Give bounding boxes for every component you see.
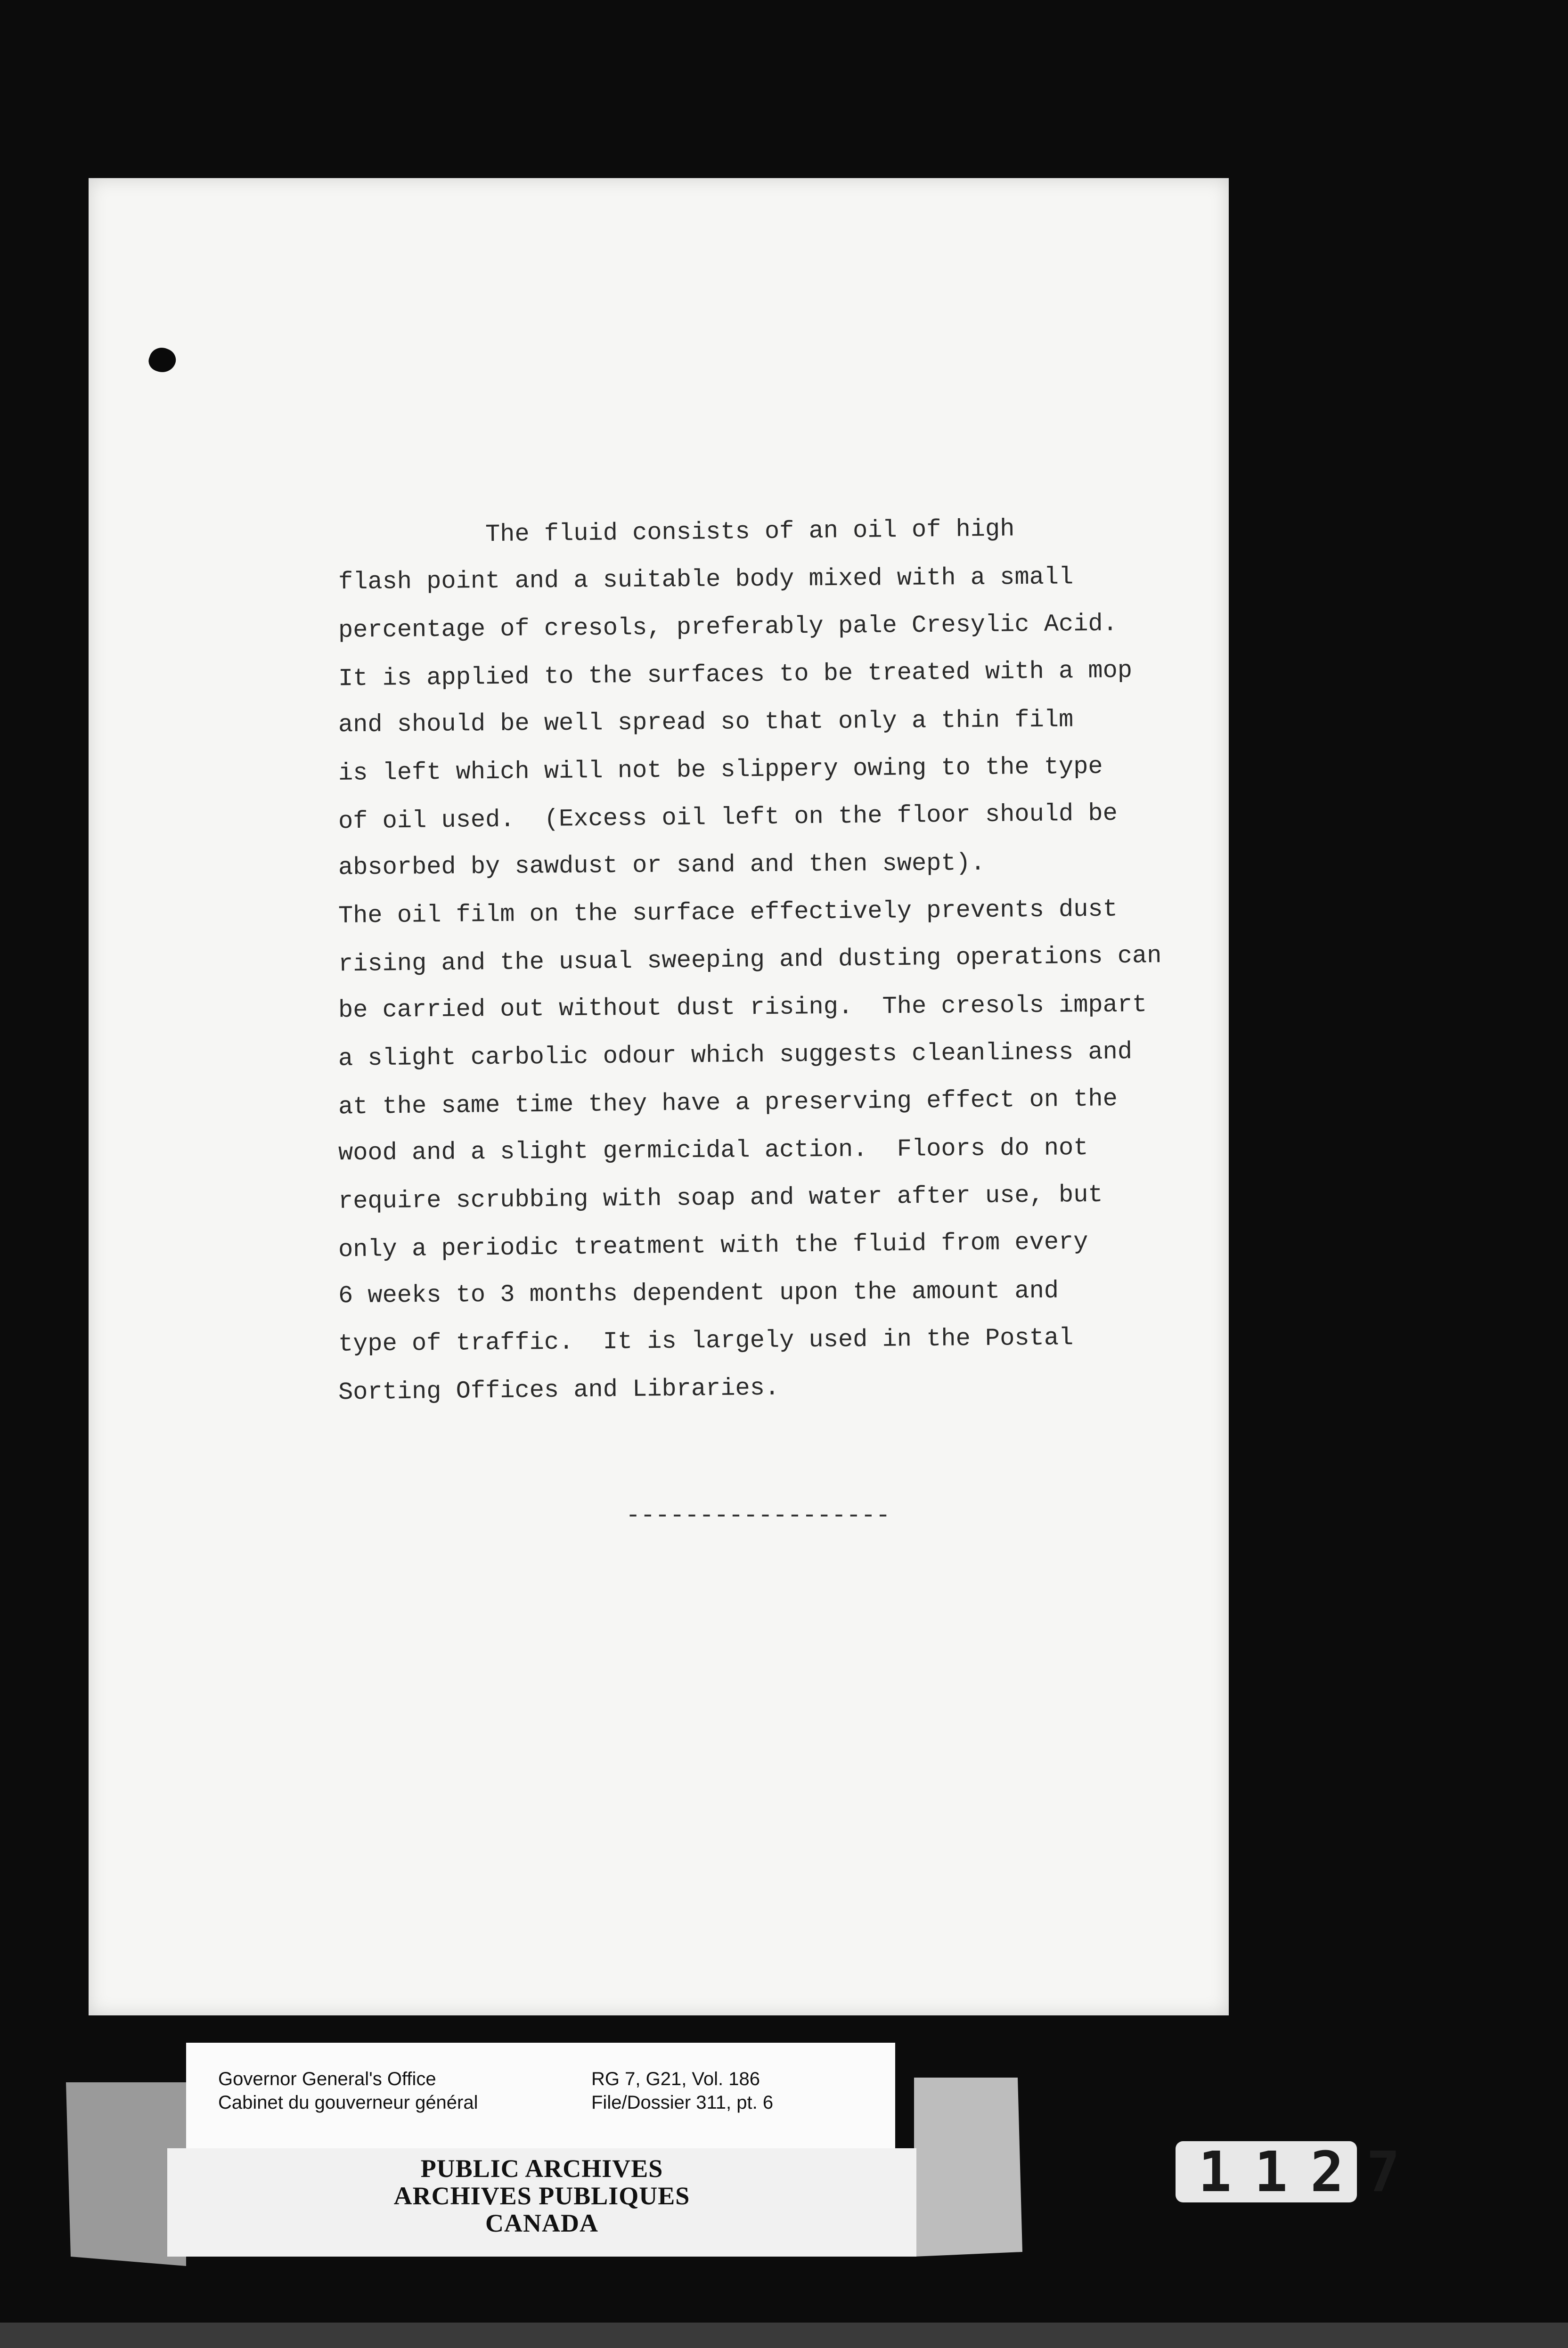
reference-block	[591, 2067, 773, 2114]
body-line: percentage of cresols, preferably pale Cresylic Acid.	[338, 610, 1118, 644]
body-line: The oil film on the surface effectively prevents dust	[338, 895, 1118, 930]
end-rule: ------------------	[626, 1502, 890, 1530]
frame-number: 1127	[1176, 2141, 1357, 2202]
office-block	[218, 2067, 478, 2114]
stamp-line-1: PUBLIC ARCHIVES	[420, 2154, 663, 2183]
office-english: Governor General's Office	[218, 2069, 436, 2089]
body-line: only a periodic treatment with the fluid from every	[338, 1228, 1088, 1264]
archive-reference-label	[186, 2043, 895, 2159]
body-line: is left which will not be slippery owing to the type	[338, 752, 1103, 787]
document-body	[338, 508, 1186, 1412]
stamp-line-3: CANADA	[485, 2209, 598, 2237]
body-line: flash point and a suitable body mixed with a small	[338, 563, 1074, 596]
body-line: be carried out without dust rising. The cresols impart	[338, 991, 1147, 1025]
body-line: Sorting Offices and Libraries.	[338, 1374, 780, 1407]
body-line: require scrubbing with soap and water after use, but	[338, 1181, 1103, 1215]
body-line: rising and the usual sweeping and dusting operations can	[338, 942, 1162, 978]
file-number: File/Dossier 311, pt. 6	[591, 2092, 774, 2113]
document-page	[89, 178, 1229, 2015]
punch-hole	[146, 344, 179, 376]
body-line: at the same time they have a preserving effect on the	[338, 1085, 1118, 1121]
body-line: type of traffic. It is largely used in the Postal	[338, 1324, 1074, 1358]
body-line: a slight carbolic odour which suggests cleanliness and	[338, 1038, 1133, 1073]
record-group: RG 7, G21, Vol. 186	[591, 2069, 760, 2089]
stamp-line-2: ARCHIVES PUBLIQUES	[393, 2182, 690, 2210]
archives-stamp	[167, 2148, 916, 2257]
body-line: 6 weeks to 3 months dependent upon the amount and	[338, 1277, 1059, 1310]
office-french: Cabinet du gouverneur général	[218, 2092, 478, 2113]
body-line: The fluid consists of an oil of high	[338, 515, 1015, 550]
body-line: wood and a slight germicidal action. Floors do not	[338, 1134, 1088, 1167]
body-line: absorbed by sawdust or sand and then swept).	[338, 849, 986, 882]
body-line: of oil used. (Excess oil left on the floor should be	[338, 799, 1118, 836]
body-line: and should be well spread so that only a thin film	[338, 706, 1074, 739]
body-line: It is applied to the surfaces to be treated with a mop	[338, 656, 1133, 693]
